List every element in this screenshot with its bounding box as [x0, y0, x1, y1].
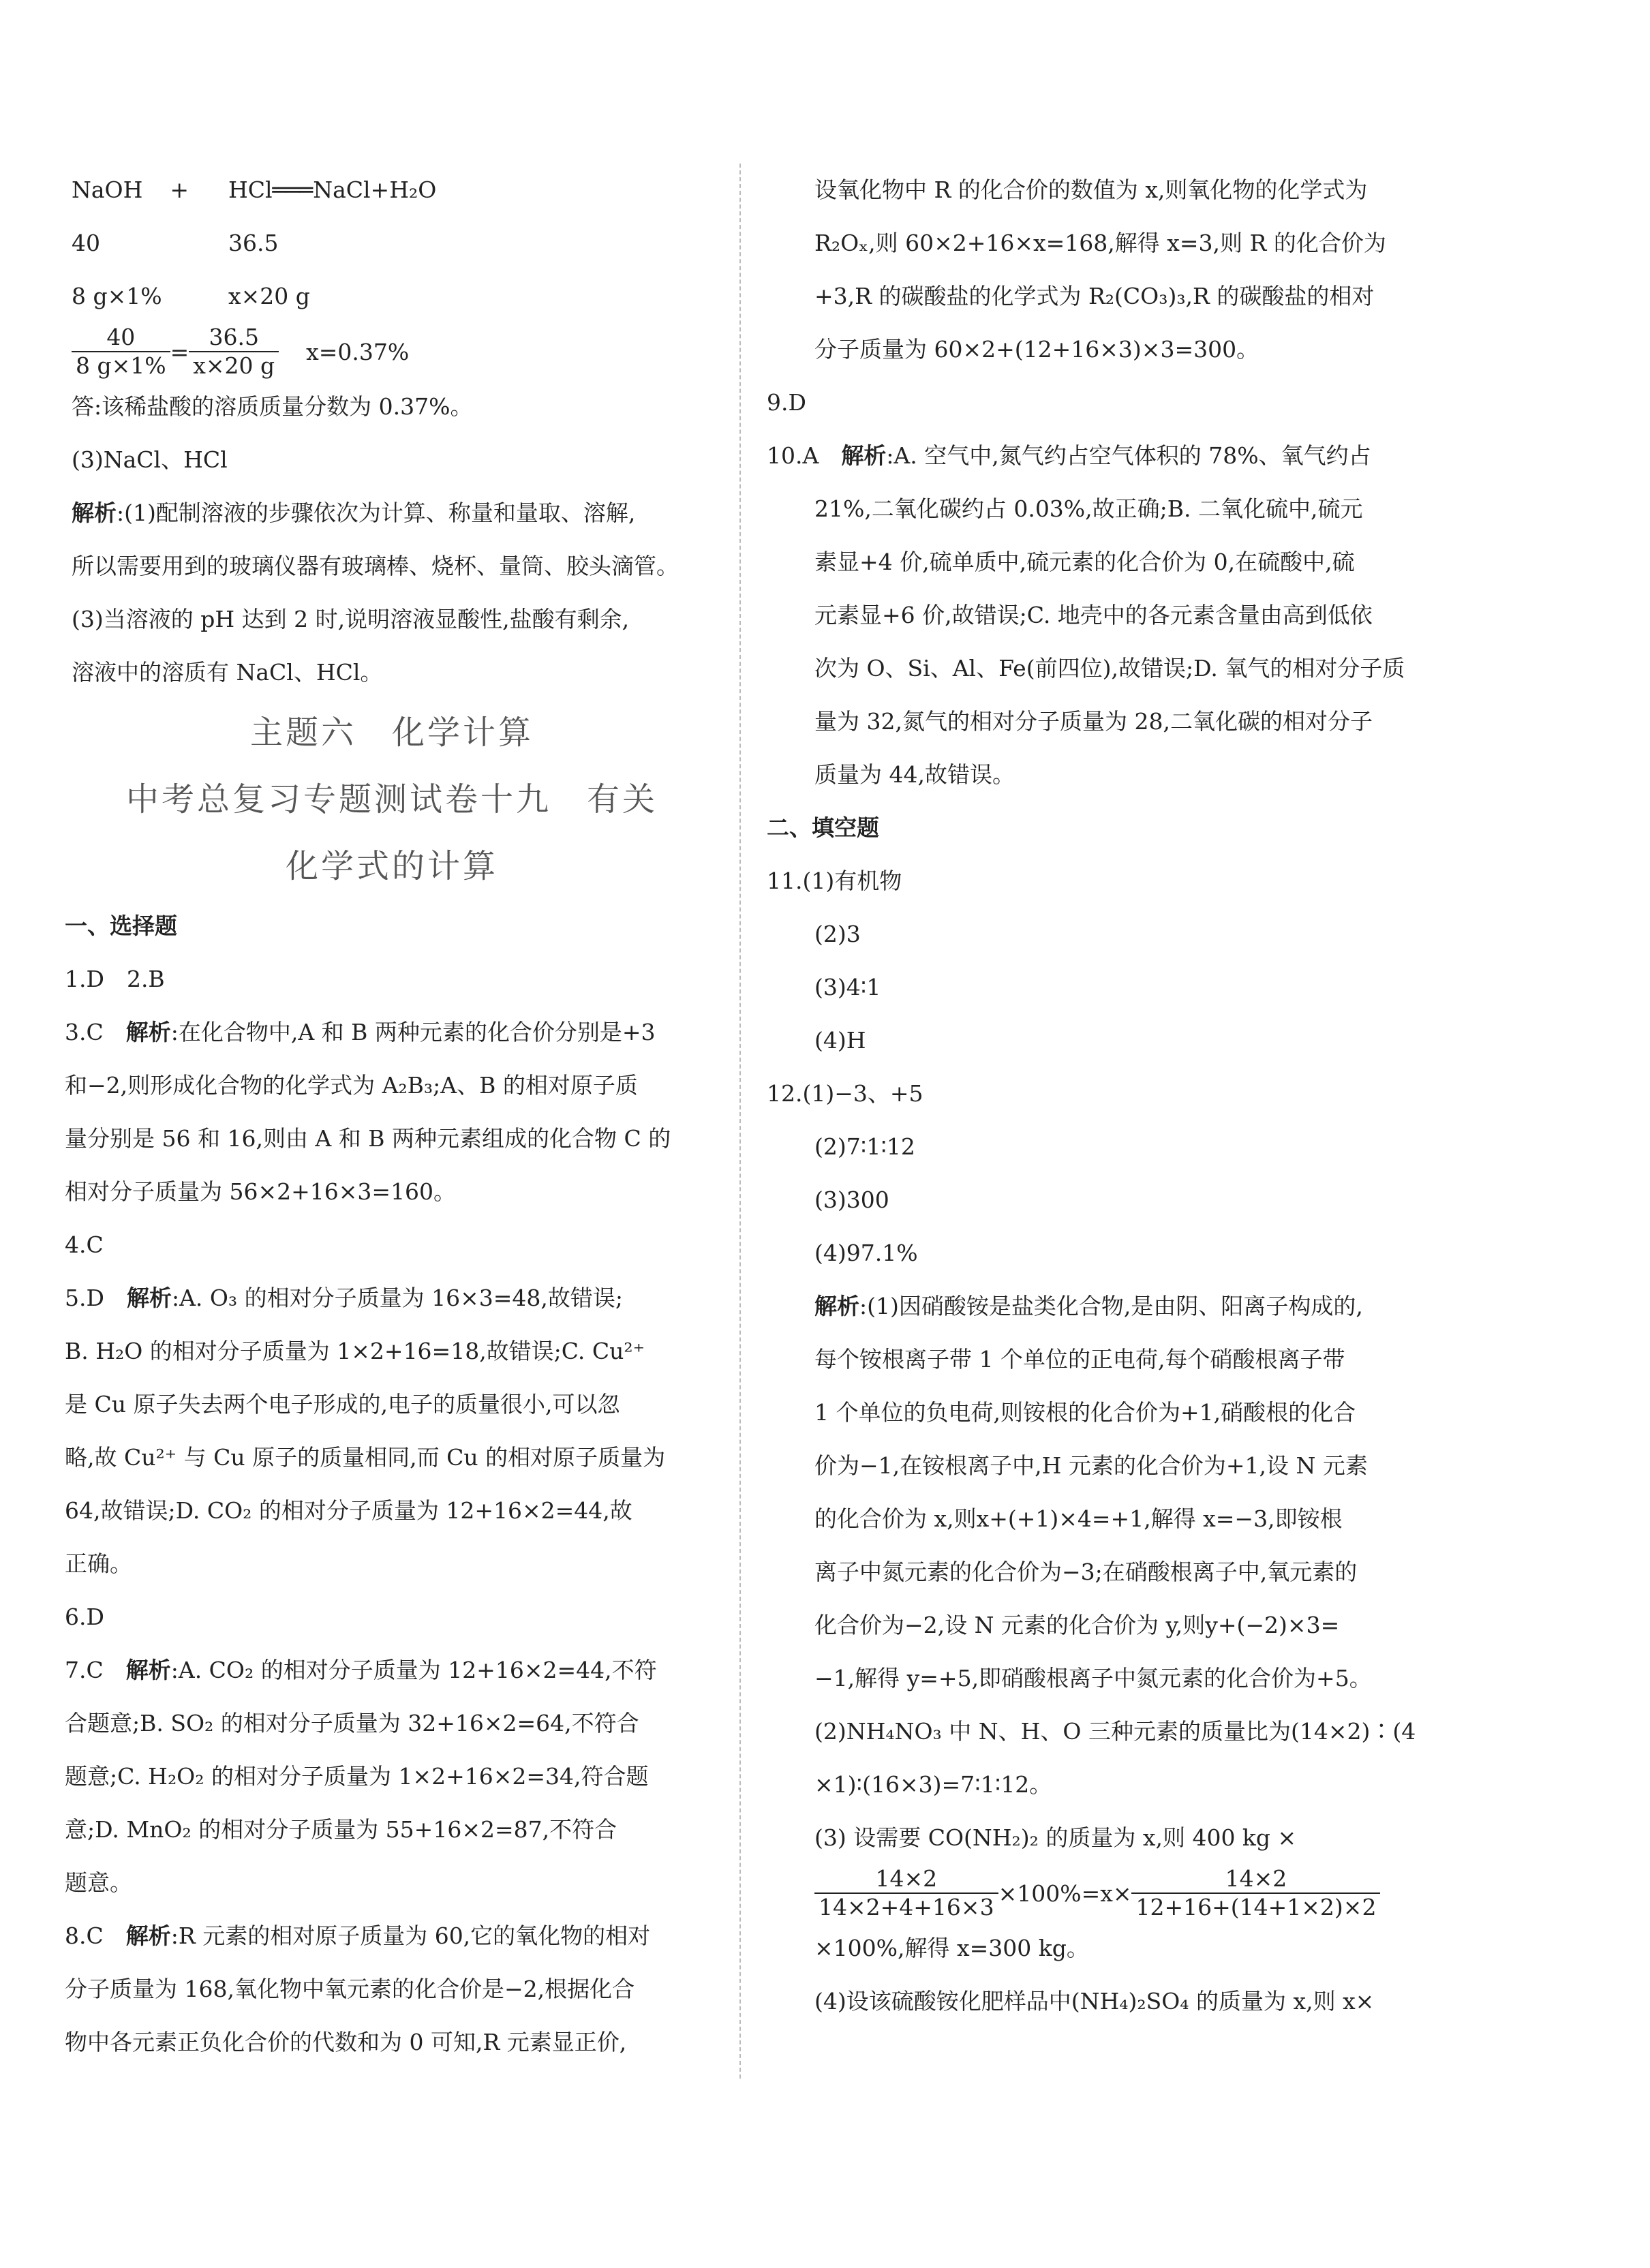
answer-line: (4)H: [814, 1027, 866, 1054]
answer-line: 意;D. MnO₂ 的相对分子质量为 55+16×2=87,不符合: [65, 1816, 617, 1843]
answer-line: 12.(1)−3、+5: [767, 1080, 923, 1107]
answer-line: (2)7∶1∶12: [814, 1133, 915, 1160]
answer-line: 质量为 44,故错误。: [814, 761, 1015, 788]
answer-item: 7.C 解析:A. CO₂ 的相对分子质量为 12+16×2=44,不符: [65, 1657, 657, 1683]
fraction: $\frac{14\times 2}{14\times 2+4+16\times 3}$: [814, 1865, 998, 1921]
answer-item: 3.C 解析:在化合物中,A 和 B 两种元素的化合价分别是+3: [65, 1019, 656, 1045]
answer-line: 略,故 Cu²⁺ 与 Cu 原子的质量相同,而 Cu 的相对原子质量为: [65, 1444, 666, 1471]
test-title: 中考总复习专题测试卷十九 有关: [125, 780, 658, 818]
answer-line: 量为 32,氮气的相对分子质量为 28,二氧化碳的相对分子: [814, 708, 1373, 735]
answer-line: 次为 O、Si、Al、Fe(前四位),故错误;D. 氧气的相对分子质: [814, 655, 1405, 681]
analysis-line: (2)NH₄NO₃ 中 N、H、O 三种元素的质量比为(14×2)∶(4: [814, 1718, 1416, 1745]
analysis-line: 所以需要用到的玻璃仪器有玻璃棒、烧杯、量筒、胶头滴管。: [72, 553, 679, 579]
answer-line: 和−2,则形成化合物的化学式为 A₂B₃;A、B 的相对原子质: [65, 1072, 638, 1099]
answer-line: 正确。: [65, 1550, 132, 1577]
chem-equation: NaOH + HCl═══NaCl+H₂O: [72, 177, 437, 203]
answer-line: 元素显+6 价,故错误;C. 地壳中的各元素含量由高到低依: [814, 602, 1373, 628]
answer-line: B. H₂O 的相对分子质量为 1×2+16=18,故错误;C. Cu²⁺: [65, 1338, 645, 1364]
answer-line: 答:该稀盐酸的溶质质量分数为 0.37%。: [72, 393, 473, 420]
answer-line: 21%,二氧化碳约占 0.03%,故正确;B. 二氧化硫中,硫元: [814, 495, 1363, 522]
answer-line: (4)97.1%: [814, 1240, 918, 1266]
answer-line: (2)3: [814, 921, 861, 947]
analysis-line: (3)当溶液的 pH 达到 2 时,说明溶液显酸性,盐酸有剩余,: [72, 606, 630, 632]
answer-line: 64,故错误;D. CO₂ 的相对分子质量为 12+16×2=44,故: [65, 1497, 632, 1524]
answer-line: +3,R 的碳酸盐的化学式为 R₂(CO₃)₃,R 的碳酸盐的相对: [814, 283, 1375, 309]
test-subtitle: 化学式的计算: [285, 847, 498, 885]
molar-mass-line: 40 36.5: [72, 230, 279, 256]
analysis-line: 的化合价为 x,则x+(+1)×4=+1,解得 x=−3,即铵根: [814, 1505, 1343, 1532]
answer-line: 11.(1)有机物: [767, 868, 902, 894]
answer-line: 是 Cu 原子失去两个电子形成的,电子的质量很小,可以忽: [65, 1391, 620, 1418]
answer-line: (3)300: [814, 1186, 889, 1213]
analysis-line: 解析:(1)配制溶液的步骤依次为计算、称量和量取、溶解,: [72, 500, 636, 526]
answer-line: (3)4∶1: [814, 974, 881, 1000]
fraction-equation: $\frac{14\times 2}{14\times 2+4+16\times 3}$ ×100%=x× $\frac{14\times 2}{12+16+(14+1\times 2)\times 2}$: [767, 1865, 1435, 1922]
analysis-line: 每个铵根离子带 1 个单位的正电荷,每个硝酸根离子带: [814, 1346, 1345, 1373]
analysis-line: −1,解得 y=+5,即硝酸根离子中氮元素的化合价为+5。: [814, 1665, 1372, 1691]
analysis-line: (4)设该硫酸铵化肥样品中(NH₄)₂SO₄ 的质量为 x,则 x×: [814, 1988, 1375, 2014]
answer-line: 题意;C. H₂O₂ 的相对分子质量为 1×2+16×2=34,符合题: [65, 1763, 649, 1790]
analysis-line: 化合价为−2,设 N 元素的化合价为 y,则y+(−2)×3=: [814, 1612, 1340, 1638]
answer-item: 10.A 解析:A. 空气中,氮气约占空气体积的 78%、氧气约占: [767, 442, 1371, 469]
analysis-line: ×1)∶(16×3)=7∶1∶12。: [814, 1771, 1052, 1798]
answer-line: 9.D: [767, 389, 806, 416]
answer-line: 合题意;B. SO₂ 的相对分子质量为 32+16×2=64,不符合: [65, 1710, 639, 1736]
answer-line: 分子质量为 60×2+(12+16×3)×3=300。: [814, 336, 1259, 363]
answer-line: 分子质量为 168,氧化物中氧元素的化合价是−2,根据化合: [65, 1976, 635, 2002]
answer-line: R₂Oₓ,则 60×2+16×x=168,解得 x=3,则 R 的化合价为: [814, 230, 1386, 256]
answer-item: 8.C 解析:R 元素的相对原子质量为 60,它的氧化物的相对: [65, 1922, 651, 1949]
analysis-line: 溶液中的溶质有 NaCl、HCl。: [72, 659, 383, 686]
column-divider: [739, 164, 741, 2079]
answer-item: 5.D 解析:A. O₃ 的相对分子质量为 16×3=48,故错误;: [65, 1285, 624, 1311]
answer-line: 量分别是 56 和 16,则由 A 和 B 两种元素组成的化合物 C 的: [65, 1125, 671, 1152]
analysis-line: 解析:(1)因硝酸铵是盐类化合物,是由阴、阳离子构成的,: [814, 1293, 1363, 1319]
section-heading: 二、填空题: [767, 814, 879, 841]
answer-line: 素显+4 价,硫单质中,硫元素的化合价为 0,在硫酸中,硫: [814, 549, 1355, 575]
analysis-line: 1 个单位的负电荷,则铵根的化合价为+1,硝酸根的化合: [814, 1399, 1356, 1426]
topic-title: 主题六 化学计算: [249, 714, 534, 752]
answer-line: 相对分子质量为 56×2+16×3=160。: [65, 1178, 457, 1205]
mass-line: 8 g×1% x×20 g: [72, 283, 310, 309]
answer-line: 4.C: [65, 1231, 104, 1258]
right-column: [767, 164, 1435, 2028]
answer-line: (3)NaCl、HCl: [72, 446, 228, 473]
ratio-equation: $\frac{40}{8 g\times 1\%}$ = $\frac{36.5}{x\times 20 g}$ x=0.37%: [65, 323, 719, 380]
fraction: $\frac{36.5}{x\times 20 g}$: [189, 324, 279, 380]
analysis-line: 价为−1,在铵根离子中,H 元素的化合价为+1,设 N 元素: [814, 1452, 1368, 1479]
fraction: $\frac{40}{8 g\times 1\%}$: [72, 324, 170, 380]
answer-line: 1.D 2.B: [65, 966, 165, 992]
answer-line: 6.D: [65, 1604, 104, 1630]
analysis-line: (3) 设需要 CO(NH₂)₂ 的质量为 x,则 400 kg ×: [814, 1824, 1297, 1851]
answer-line: 设氧化物中 R 的化合价的数值为 x,则氧化物的化学式为: [814, 177, 1368, 203]
analysis-line: 离子中氮元素的化合价为−3;在硝酸根离子中,氧元素的: [814, 1559, 1358, 1585]
left-column: [65, 164, 719, 2069]
answer-line: 物中各元素正负化合价的代数和为 0 可知,R 元素显正价,: [65, 2029, 627, 2055]
section-heading: 一、选择题: [65, 913, 177, 939]
analysis-line: ×100%,解得 x=300 kg。: [814, 1935, 1089, 1961]
answer-line: 题意。: [65, 1869, 132, 1896]
fraction: $\frac{14\times 2}{12+16+(14+1\times 2)\times 2}$: [1131, 1865, 1380, 1921]
